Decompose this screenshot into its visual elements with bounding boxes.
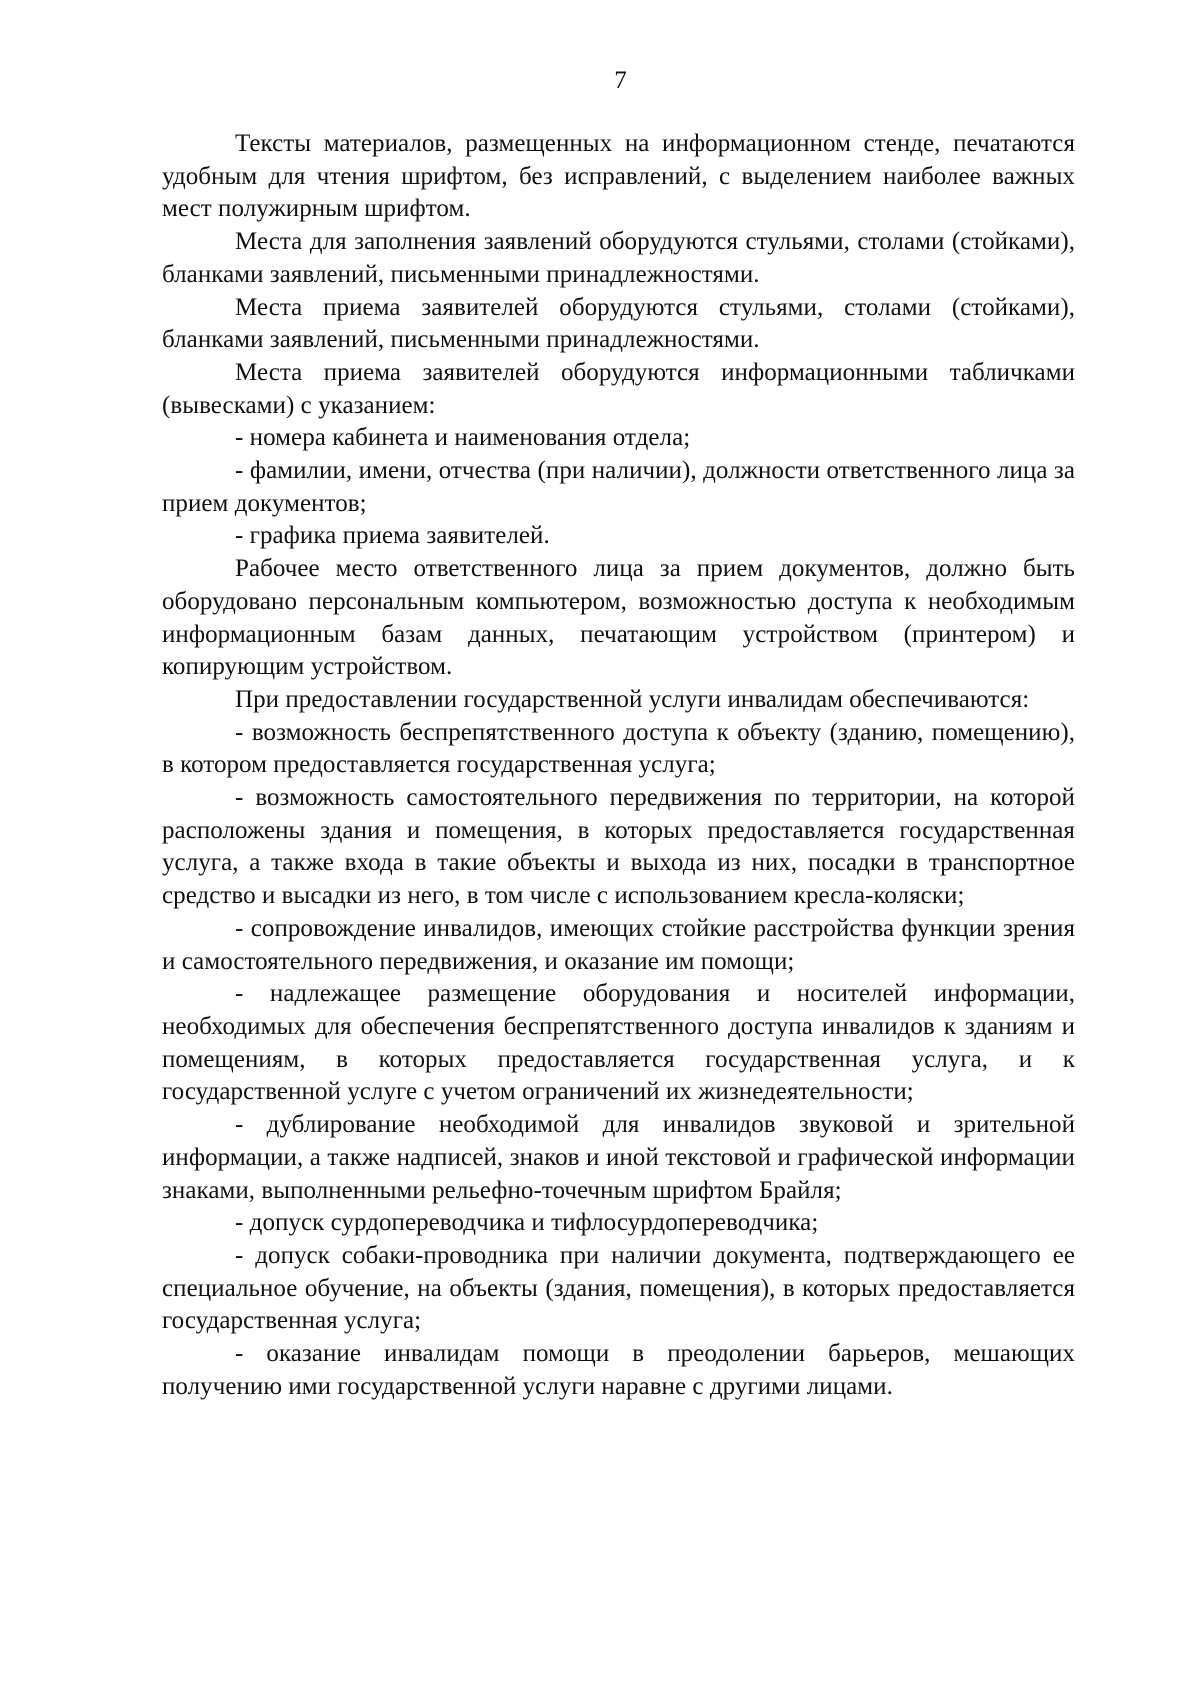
paragraph: Тексты материалов, размещенных на информационном стенде, печатаются удобным для чтения шрифтом, без исправлений, с выделением наиболее важных мест полужирным шрифтом.	[162, 130, 1075, 223]
list-item: - допуск собаки-проводника при наличии документа, подтверждающего ее специальное обучение, на объекты (здания, помещения), в которых предоставляется государственная услуга;	[162, 1241, 1075, 1335]
list-item: - сопровождение инвалидов, имеющих стойкие расстройства функции зрения и самостоятельного передвижения, и оказание им помощи;	[162, 914, 1075, 975]
list-item: - возможность самостоятельного передвижения по территории, на которой расположены здания и помещения, в которых предоставляется государственная услуга, а также входа в такие объекты и выхода из них, посадки в транспортное средство и высадки из него, в том числе с использованием кресла-коляски;	[162, 784, 1075, 910]
paragraph: Места приема заявителей оборудуются стульями, столами (стойками), бланками заявлений, письменными принадлежностями.	[162, 293, 1075, 354]
list-item: - надлежащее размещение оборудования и носителей информации, необходимых для обеспечения беспрепятственного доступа инвалидов к зданиям и помещениям, в которых предоставляется государственная услуга, и к государственной услуге с учетом ограничений их жизнедеятельности;	[162, 980, 1075, 1106]
document-body	[162, 128, 1075, 1403]
page-number: 7	[614, 67, 627, 94]
list-item: - допуск сурдопереводчика и тифлосурдопереводчика;	[235, 1209, 819, 1237]
paragraph: Места приема заявителей оборудуются информационными табличками (вывесками) с указанием:	[162, 358, 1075, 419]
paragraph: Рабочее место ответственного лица за прием документов, должно быть оборудовано персональным компьютером, возможностью доступа к необходимым информационным базам данных, печатающим устройством (принтером) и копирующим устройством.	[162, 555, 1075, 681]
list-item: - оказание инвалидам помощи в преодолении барьеров, мешающих получению ими государственной услуги наравне с другими лицами.	[162, 1340, 1075, 1400]
list-item: - графика приема заявителей.	[235, 522, 550, 550]
list-item: - фамилии, имени, отчества (при наличии), должности ответственного лица за прием документов;	[162, 457, 1075, 517]
paragraph: Места для заполнения заявлений оборудуются стульями, столами (стойками), бланками заявлений, письменными принадлежностями.	[162, 228, 1075, 288]
list-item: - возможность беспрепятственного доступа к объекту (зданию, помещению), в котором предоставляется государственная услуга;	[162, 718, 1075, 779]
list-item: - номера кабинета и наименования отдела;	[235, 424, 691, 452]
list-item: - дублирование необходимой для инвалидов звуковой и зрительной информации, а также надписей, знаков и иной текстовой и графической информации знаками, выполненными рельефно-точечным шрифтом Брайля;	[162, 1111, 1075, 1204]
paragraph: При предоставлении государственной услуги инвалидам обеспечиваются:	[235, 685, 1030, 713]
